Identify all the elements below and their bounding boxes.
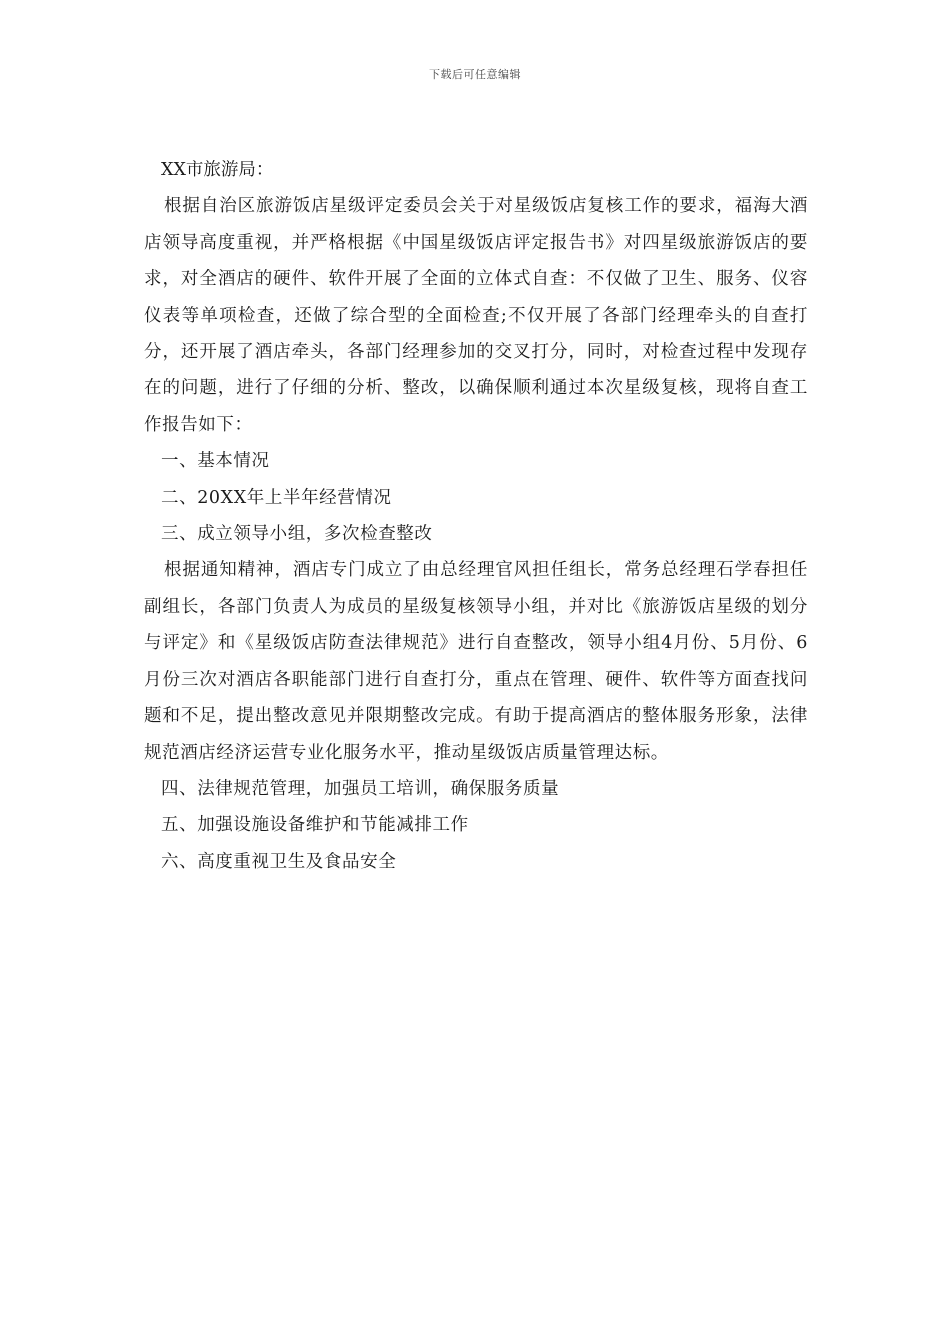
- salutation: XX市旅游局：: [161, 160, 274, 180]
- page-header-note: 下载后可任意编辑: [429, 68, 521, 81]
- section-heading-1: 一、基本情况: [161, 451, 270, 472]
- section-heading-4: 四、法律规范管理，加强员工培训，确保服务质量: [161, 778, 560, 799]
- intro-paragraph: 根据自治区旅游饭店星级评定委员会关于对星级饭店复核工作的要求，福海大酒店领导高度重视，并严格根据《中国星级饭店评定报告书》对四星级旅游饭店的要求，对全酒店的硬件、软件开展了全面的立体式自查：不仅做了卫生、服务、仪容仪表等单项检查，还做了综合型的全面检查;不仅开展了各部门经理牵头的自查打分，还开展了酒店牵头，各部门经理参加的交叉打分，同时，对检查过程中发现存在的问题，进行了仔细的分析、整改，以确保顺利通过本次星级复核，现将自查工作报告如下：: [144, 196, 808, 435]
- section-heading-6: 六、高度重视卫生及食品安全: [161, 851, 397, 872]
- section-heading-3: 三、成立领导小组，多次检查整改: [161, 524, 433, 545]
- document-body: [144, 152, 808, 880]
- section-heading-5: 五、加强设施设备维护和节能减排工作: [161, 815, 469, 836]
- section-heading-2: 二、20XX年上半年经营情况: [161, 487, 392, 508]
- section-3-paragraph: 根据通知精神，酒店专门成立了由总经理官风担任组长，常务总经理石学春担任副组长，各部门负责人为成员的星级复核领导小组，并对比《旅游饭店星级的划分与评定》和《星级饭店防查法律规范》进行自查整改，领导小组4月份、5月份、6月份三次对酒店各职能部门进行自查打分，重点在管理、硬件、软件等方面查找问题和不足，提出整改意见并限期整改完成。有助于提高酒店的整体服务形象，法律规范酒店经济运营专业化服务水平，推动星级饭店质量管理达标。: [144, 560, 808, 763]
